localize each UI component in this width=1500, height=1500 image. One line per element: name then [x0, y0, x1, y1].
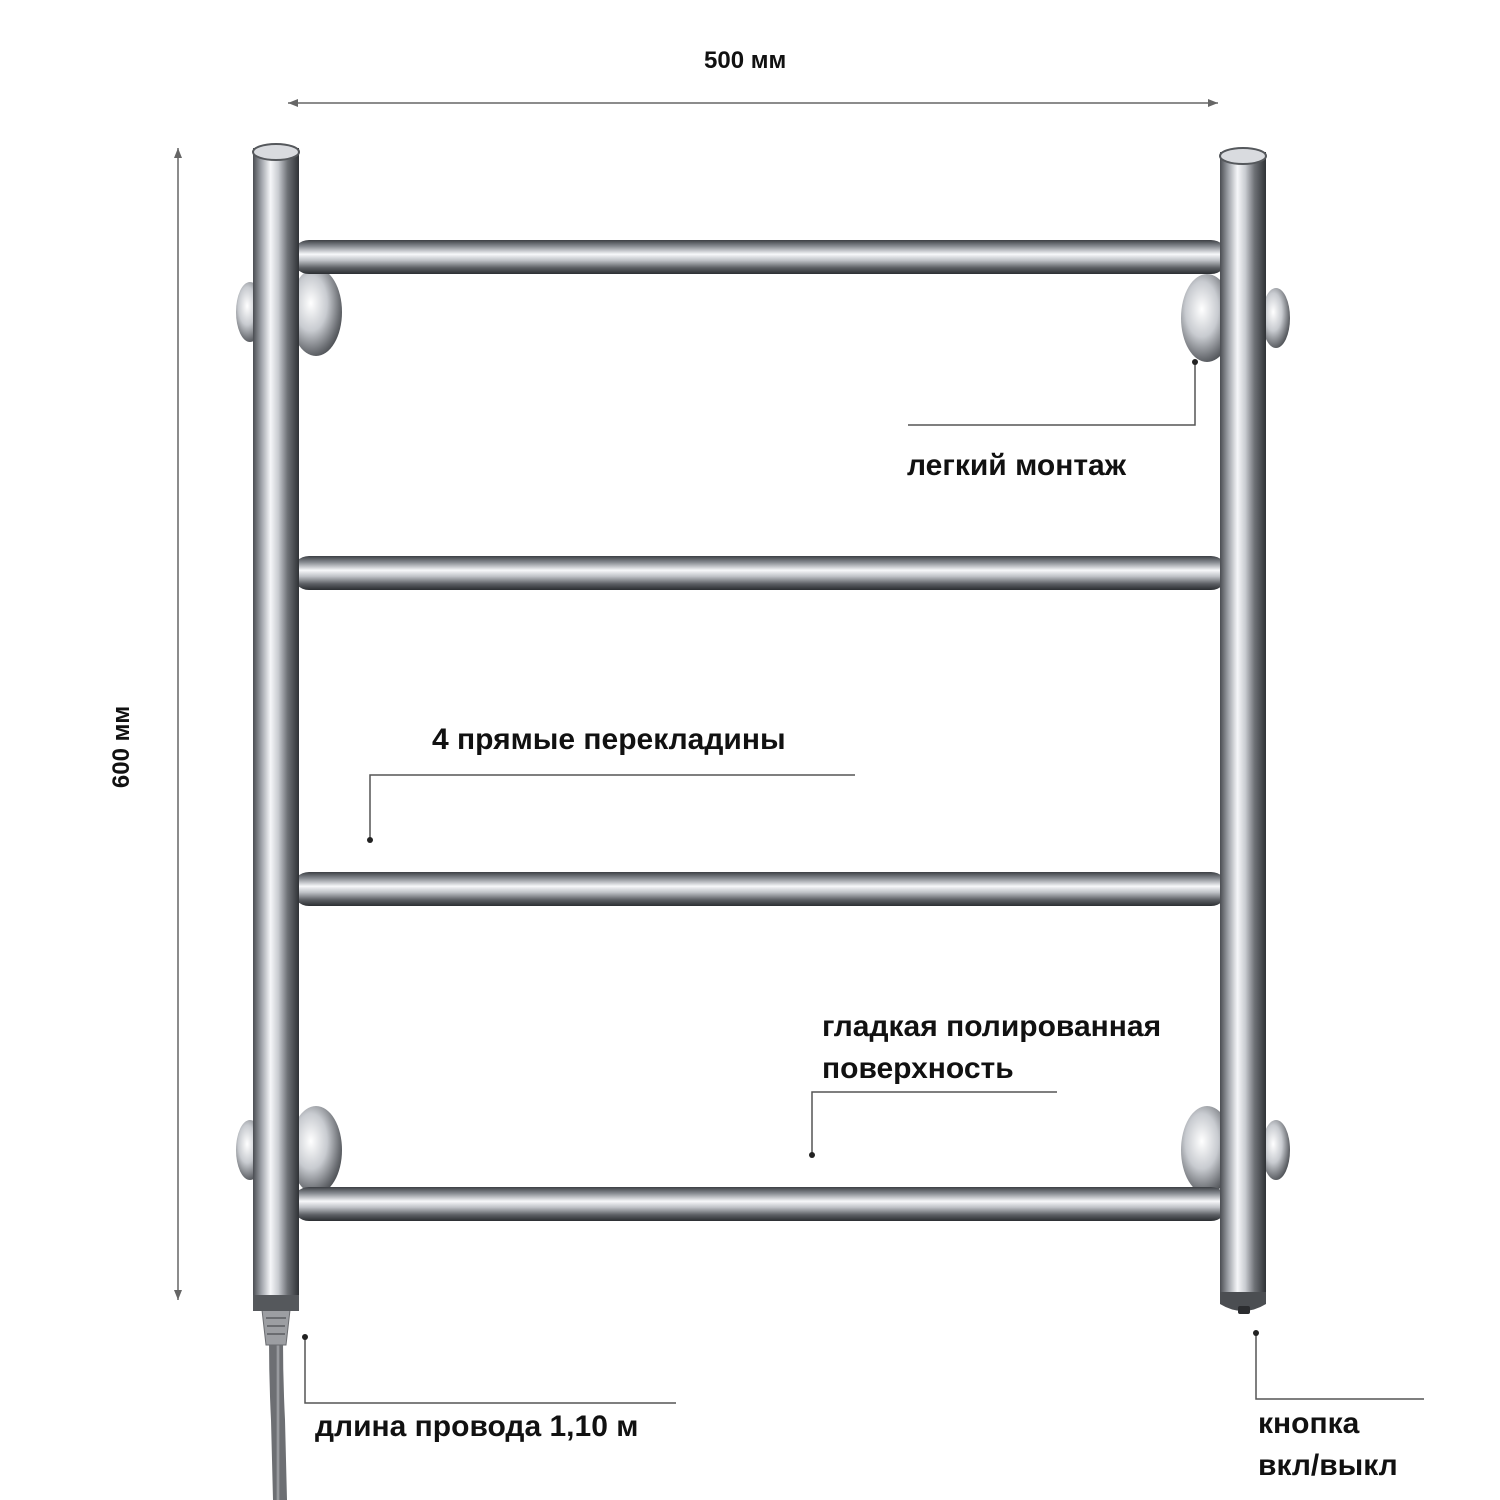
height-dimension-label: 600 мм: [108, 705, 135, 789]
switch-callout-line2: вкл/выкл: [1258, 1449, 1398, 1482]
right-post: [1220, 148, 1266, 1314]
power-cable: [262, 1310, 290, 1500]
left-post: [253, 144, 299, 1311]
crossbar-3: [292, 872, 1228, 906]
surface-leader: [812, 1092, 1057, 1154]
switch-leader: [1256, 1335, 1424, 1399]
surface-callout-line2: поверхность: [822, 1052, 1014, 1085]
surface-callout-line1: гладкая полированная: [822, 1010, 1162, 1043]
crossbar-4: [292, 1187, 1228, 1221]
cable-leader: [305, 1339, 676, 1403]
crossbar-2: [292, 556, 1228, 590]
cable-length-callout: длина провода 1,10 м: [315, 1410, 639, 1443]
width-dimension-label: 500 мм: [704, 47, 787, 74]
crossbars-leader: [370, 775, 855, 839]
switch-button-icon: [1238, 1306, 1250, 1314]
switch-callout-line1: кнопка: [1258, 1407, 1360, 1440]
crossbars-callout: 4 прямые перекладины: [432, 723, 786, 756]
width-dimension-line: [288, 99, 1218, 107]
height-dimension-line: [174, 148, 182, 1300]
mounting-callout: легкий монтаж: [907, 449, 1126, 482]
mounting-leader: [908, 364, 1195, 425]
crossbar-1: [292, 240, 1228, 274]
